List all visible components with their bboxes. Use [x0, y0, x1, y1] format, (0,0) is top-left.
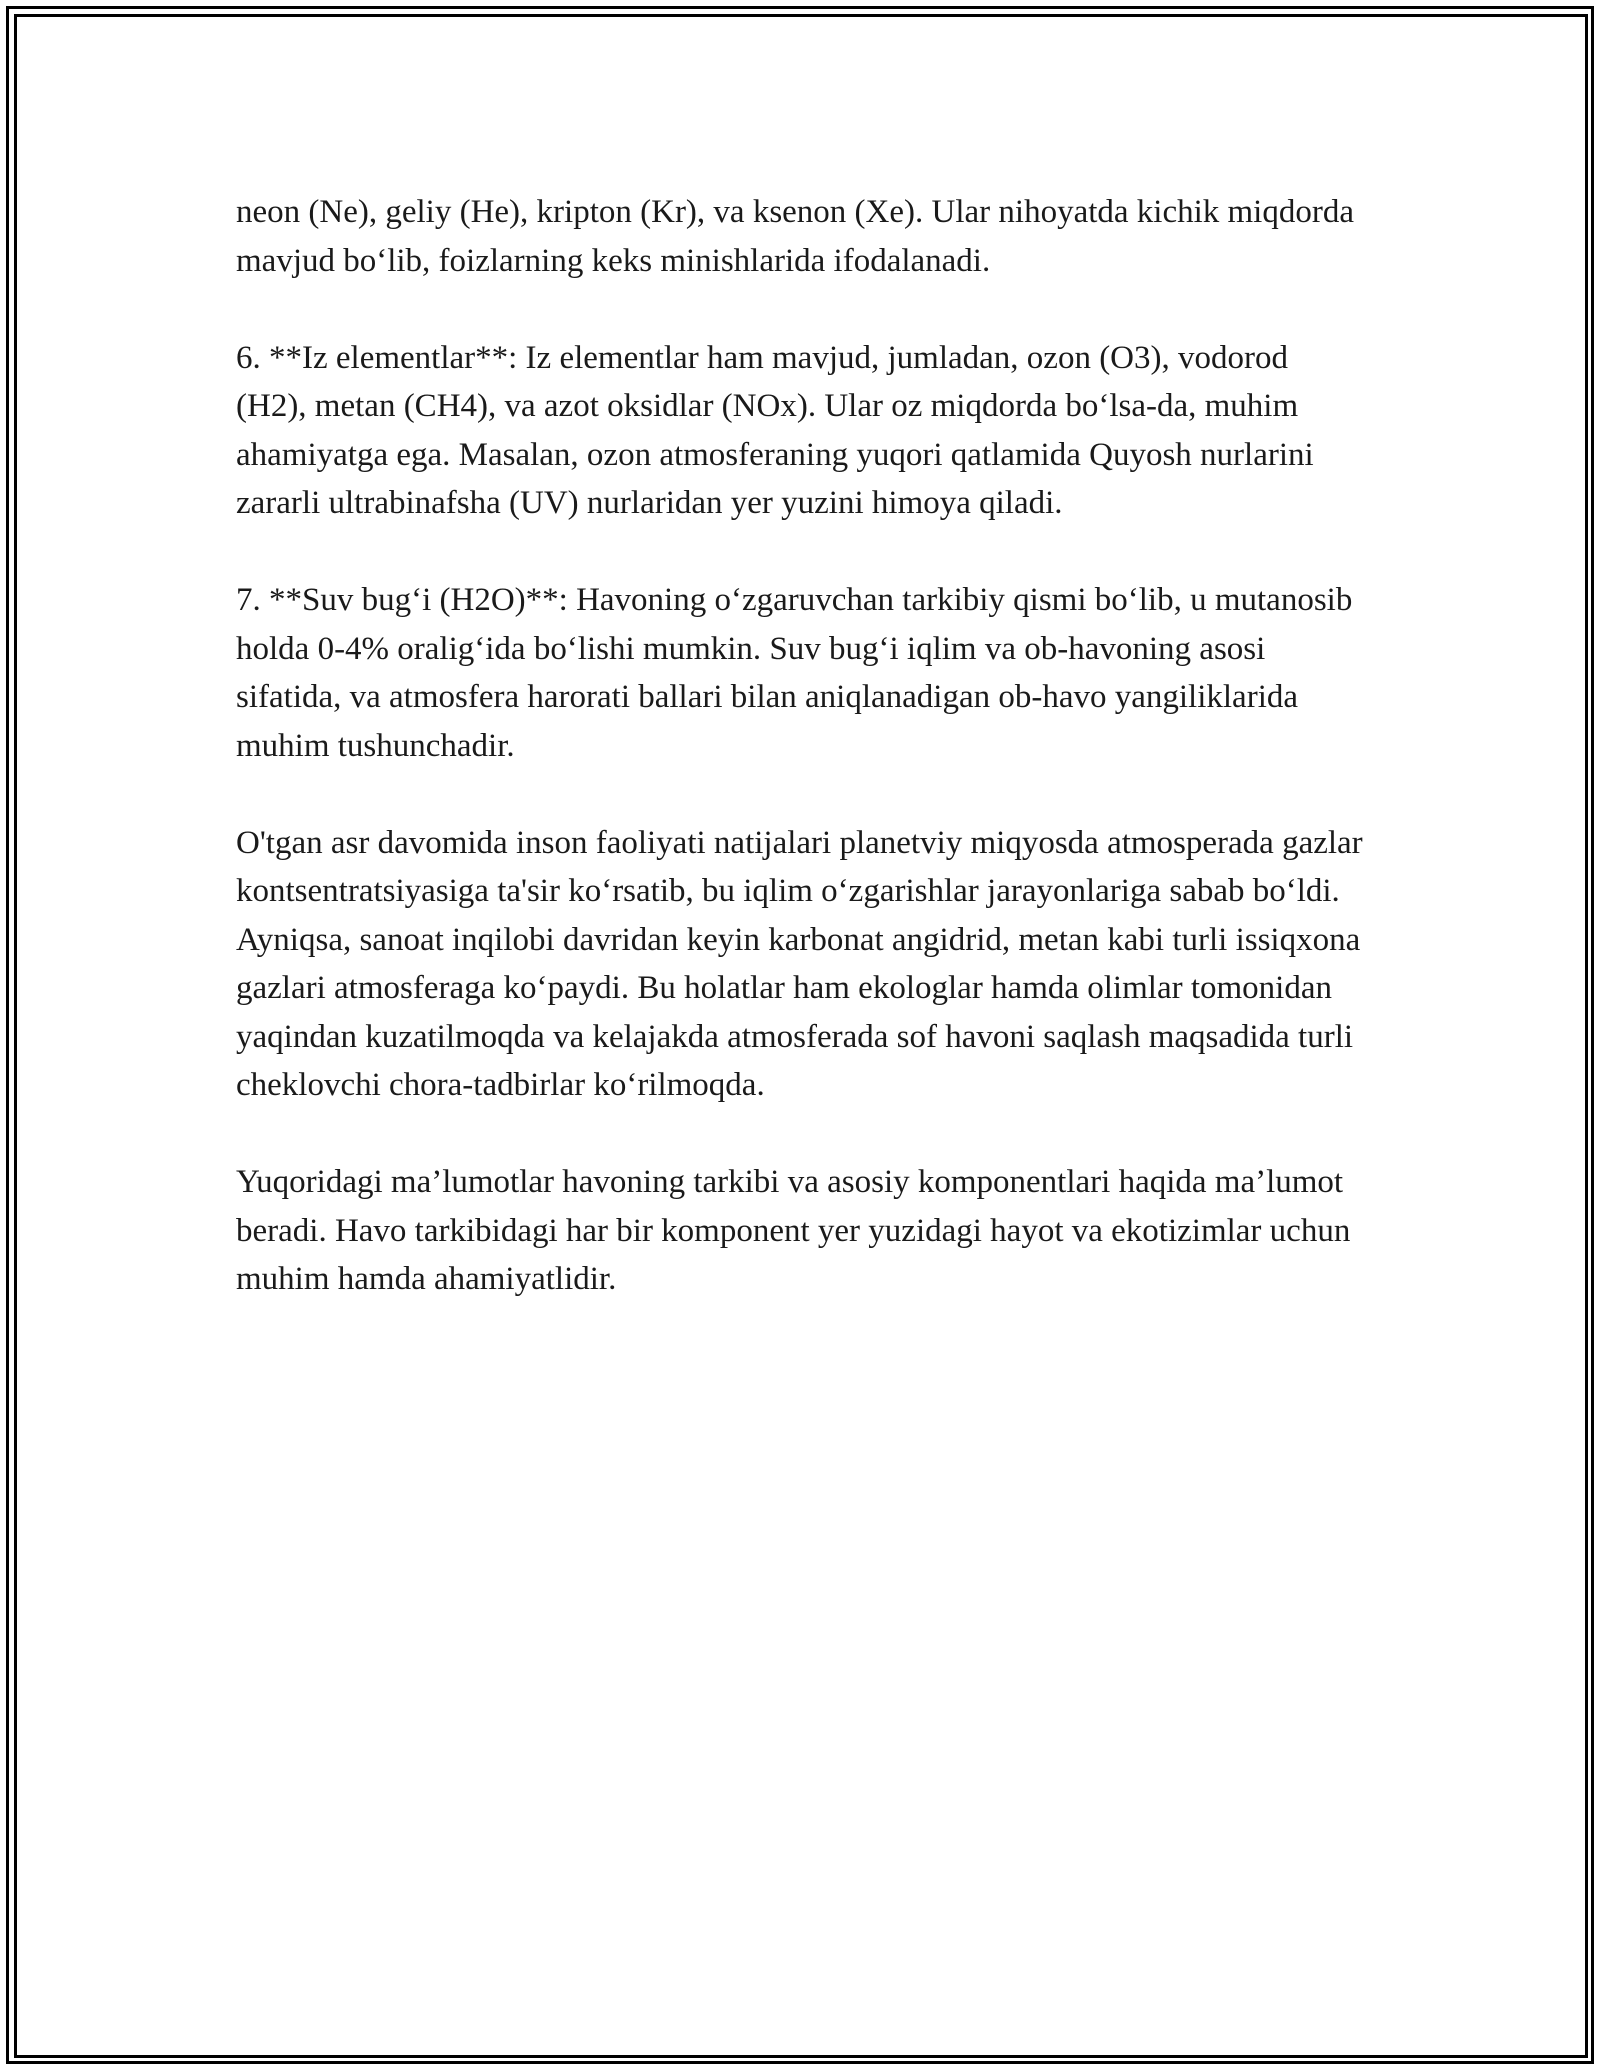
paragraph-conclusion: Yuqoridagi ma’lumotlar havoning tarkibi va asosiy komponentlari haqida ma’lumot beradi. Havo tarkibidagi har bir komponent yer yuzidagi hayot va ekotizimlar uchun muhim hamda ahamiyatlidir. — [236, 1164, 1351, 1297]
paragraph-noble-gases: neon (Ne), geliy (He), kripton (Kr), va ksenon (Xe). Ular nihoyatda kichik miqdorda mavjud bo‘lib, foizlarning keks minishlarida ifodalanadi. — [236, 194, 1354, 279]
paragraph-human-impact: O'tgan asr davomida inson faoliyati natijalari planetviy miqyosda atmosperada gazlar kontsentratsiyasiga ta'sir ko‘rsatib, bu iqlim o‘zgarishlar jarayonlariga sabab bo‘ldi. Ayniqsa, sanoat inqilobi davridan keyin karbonat angidrid, metan kabi turli issiqxona gazlari atmosferaga ko‘paydi. Bu holatlar ham ekologlar hamda olimlar tomonidan yaqindan kuzatilmoqda va kelajakda atmosferada sof havoni saqlash maqsadida turli cheklovchi chora-tadbirlar ko‘rilmoqda. — [236, 824, 1363, 1103]
document-body — [236, 188, 1366, 1352]
paragraph-trace-elements: 6. **Iz elementlar**: Iz elementlar ham mavjud, jumladan, ozon (O3), vodorod (H2), metan (CH4), va azot oksidlar (NOx). Ular oz miqdorda bo‘lsa-da, muhim ahamiyatga ega. Masalan, ozon atmosferaning yuqori qatlamida Quyosh nurlarini zararli ultrabinafsha (UV) nurlaridan yer yuzini himoya qiladi. — [236, 339, 1314, 521]
paragraph-water-vapor: 7. **Suv bug‘i (H2O)**: Havoning o‘zgaruvchan tarkibiy qismi bo‘lib, u mutanosib holda 0-4% oralig‘ida bo‘lishi mumkin. Suv bug‘i iqlim va ob-havoning asosi sifatida, va atmosfera harorati ballari bilan aniqlanadigan ob-havo yangiliklarida muhim tushunchadir. — [236, 582, 1353, 764]
